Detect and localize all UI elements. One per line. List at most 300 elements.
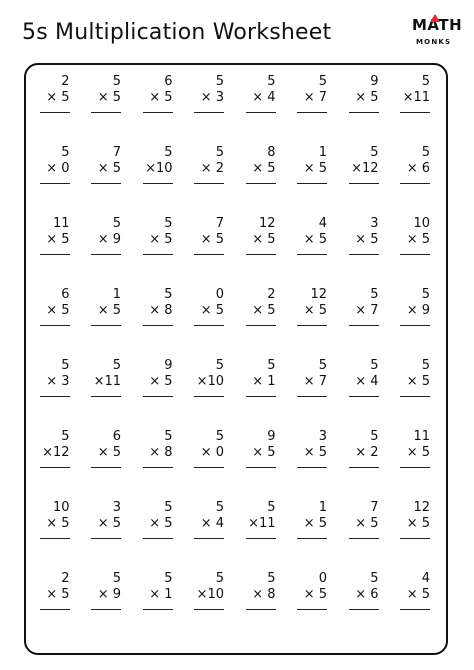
problem-multiplier: × 5 (355, 232, 379, 247)
problem-multiplier: × 2 (200, 161, 224, 176)
problem-top-number: 5 (215, 74, 224, 89)
problem-top-number: 5 (215, 358, 224, 373)
problem-cell (133, 496, 185, 567)
problem (188, 287, 224, 326)
answer-line (400, 538, 430, 539)
problem-multiplier: × 5 (46, 587, 70, 602)
problem-multiplier: × 8 (149, 303, 173, 318)
problem-top-number: 5 (215, 429, 224, 444)
problem (137, 358, 173, 397)
problem-cell (82, 354, 134, 425)
problem-cell (133, 70, 185, 141)
problem (291, 571, 327, 610)
problem-top-number: 2 (267, 287, 276, 302)
problem-top-number: 5 (61, 429, 70, 444)
problem-multiplier: ×11 (402, 90, 430, 105)
problem (85, 145, 121, 184)
problem-top-number: 5 (370, 429, 379, 444)
answer-line (40, 396, 70, 397)
problem-multiplier: × 4 (252, 90, 276, 105)
answer-line (40, 325, 70, 326)
problem-multiplier: × 5 (97, 161, 121, 176)
problem-cell (288, 141, 340, 212)
problem-cell (185, 70, 237, 141)
problem-top-number: 5 (61, 145, 70, 160)
answer-line (246, 183, 276, 184)
answer-line (246, 467, 276, 468)
problem-cell (339, 212, 391, 283)
problem-multiplier: × 5 (252, 232, 276, 247)
answer-line (40, 254, 70, 255)
problem-cell (185, 354, 237, 425)
problem-top-number: 6 (61, 287, 70, 302)
problem-top-number: 1 (318, 500, 327, 515)
problem-top-number: 1 (318, 145, 327, 160)
problem-multiplier: × 9 (406, 303, 430, 318)
problem-multiplier: × 8 (149, 445, 173, 460)
problem (85, 216, 121, 255)
problem-cell (133, 354, 185, 425)
answer-line (246, 396, 276, 397)
problem (137, 287, 173, 326)
problem-cell (82, 70, 134, 141)
problem-cell (30, 425, 82, 496)
problem-top-number: 5 (215, 500, 224, 515)
problem-cell (133, 567, 185, 638)
problem-multiplier: × 0 (200, 445, 224, 460)
problem-top-number: 5 (61, 358, 70, 373)
problem (240, 500, 276, 539)
problem-multiplier: ×12 (351, 161, 379, 176)
answer-line (297, 325, 327, 326)
problem-top-number: 5 (164, 145, 173, 160)
answer-line (40, 183, 70, 184)
problem-top-number: 5 (421, 358, 430, 373)
problem-cell (30, 354, 82, 425)
problem (85, 571, 121, 610)
answer-line (349, 183, 379, 184)
problem (188, 571, 224, 610)
problem-multiplier: × 5 (97, 516, 121, 531)
problem-top-number: 5 (164, 571, 173, 586)
problem-top-number: 5 (164, 429, 173, 444)
problem-top-number: 5 (318, 358, 327, 373)
problem-multiplier: ×10 (196, 374, 224, 389)
problem (343, 74, 379, 113)
problem (34, 216, 70, 255)
problem-multiplier: × 2 (355, 445, 379, 460)
problem-multiplier: × 0 (46, 161, 70, 176)
problem-multiplier: ×10 (196, 587, 224, 602)
problem-multiplier: ×11 (93, 374, 121, 389)
problem-multiplier: × 5 (149, 516, 173, 531)
problem (240, 358, 276, 397)
problem-multiplier: ×10 (145, 161, 173, 176)
problem-cell (82, 283, 134, 354)
problem (343, 571, 379, 610)
answer-line (143, 609, 173, 610)
problem-multiplier: × 1 (252, 374, 276, 389)
answer-line (194, 538, 224, 539)
answer-line (143, 467, 173, 468)
problem-multiplier: × 5 (303, 587, 327, 602)
problem (188, 500, 224, 539)
problem-multiplier: × 5 (303, 445, 327, 460)
problem-top-number: 5 (370, 571, 379, 586)
problem (85, 500, 121, 539)
problem-multiplier: × 5 (200, 232, 224, 247)
problem-top-number: 5 (421, 74, 430, 89)
logo-text-math: MATH (412, 16, 463, 34)
problem-cell (288, 283, 340, 354)
problem (85, 74, 121, 113)
problem (34, 74, 70, 113)
problem (343, 429, 379, 468)
answer-line (143, 538, 173, 539)
problem-cell (391, 212, 443, 283)
problem-top-number: 5 (112, 571, 121, 586)
problem-multiplier: × 8 (252, 587, 276, 602)
answer-line (349, 325, 379, 326)
problem-cell (185, 283, 237, 354)
answer-line (400, 467, 430, 468)
answer-line (194, 183, 224, 184)
problem-cell (391, 283, 443, 354)
problem (394, 287, 430, 326)
answer-line (246, 538, 276, 539)
answer-line (400, 254, 430, 255)
problem-cell (185, 496, 237, 567)
problem-cell (391, 496, 443, 567)
problem (85, 429, 121, 468)
answer-line (143, 183, 173, 184)
answer-line (297, 254, 327, 255)
problem (137, 216, 173, 255)
problem (240, 429, 276, 468)
answer-line (40, 112, 70, 113)
answer-line (91, 325, 121, 326)
problem-cell (185, 212, 237, 283)
problem-cell (236, 496, 288, 567)
problem (188, 145, 224, 184)
problem-cell (339, 496, 391, 567)
problem-cell (30, 567, 82, 638)
problem-top-number: 3 (318, 429, 327, 444)
problem-cell (30, 141, 82, 212)
problem-cell (339, 425, 391, 496)
problem-top-number: 3 (370, 216, 379, 231)
problem-multiplier: × 5 (97, 90, 121, 105)
problem-top-number: 12 (258, 216, 276, 231)
problem (188, 74, 224, 113)
problem-multiplier: × 5 (303, 161, 327, 176)
problem-top-number: 5 (215, 571, 224, 586)
problem (34, 429, 70, 468)
answer-line (400, 609, 430, 610)
problem-multiplier: × 5 (303, 232, 327, 247)
problem-cell (288, 70, 340, 141)
problem-top-number: 8 (267, 145, 276, 160)
problem-cell (185, 425, 237, 496)
answer-line (246, 254, 276, 255)
problem-multiplier: × 5 (406, 232, 430, 247)
problem-multiplier: × 5 (97, 303, 121, 318)
answer-line (91, 538, 121, 539)
problem (291, 500, 327, 539)
problem-top-number: 2 (61, 571, 70, 586)
problem-multiplier: × 5 (355, 90, 379, 105)
problem (394, 571, 430, 610)
problem-cell (82, 496, 134, 567)
problem (394, 145, 430, 184)
problem-top-number: 0 (215, 287, 224, 302)
problem-multiplier: ×12 (42, 445, 70, 460)
answer-line (194, 254, 224, 255)
problem-top-number: 5 (267, 74, 276, 89)
answer-line (143, 396, 173, 397)
problem (291, 74, 327, 113)
problem-top-number: 4 (318, 216, 327, 231)
answer-line (297, 467, 327, 468)
problem (240, 74, 276, 113)
problem-top-number: 5 (370, 145, 379, 160)
problem-cell (236, 425, 288, 496)
problem (137, 429, 173, 468)
problem-multiplier: × 5 (149, 90, 173, 105)
problem-multiplier: × 5 (46, 516, 70, 531)
problem (394, 74, 430, 113)
problem-top-number: 7 (215, 216, 224, 231)
problem-multiplier: × 7 (303, 90, 327, 105)
problem-cell (133, 141, 185, 212)
answer-line (400, 396, 430, 397)
problem (188, 429, 224, 468)
problem-multiplier: × 1 (149, 587, 173, 602)
problem (343, 145, 379, 184)
problem-top-number: 9 (164, 358, 173, 373)
problem (394, 358, 430, 397)
problem-multiplier: × 5 (252, 445, 276, 460)
problem (85, 287, 121, 326)
problem-multiplier: × 5 (149, 232, 173, 247)
answer-line (194, 325, 224, 326)
problem-top-number: 5 (215, 145, 224, 160)
answer-line (349, 254, 379, 255)
problem-multiplier: × 4 (200, 516, 224, 531)
problem (291, 287, 327, 326)
problem-multiplier: × 5 (406, 374, 430, 389)
problem-multiplier: × 3 (200, 90, 224, 105)
problem (343, 287, 379, 326)
problem-multiplier: × 5 (303, 516, 327, 531)
answer-line (349, 467, 379, 468)
problem-top-number: 7 (370, 500, 379, 515)
problem-cell (30, 70, 82, 141)
problem (240, 287, 276, 326)
problem (240, 571, 276, 610)
problem-multiplier: × 5 (303, 303, 327, 318)
problem-top-number: 5 (267, 358, 276, 373)
problem-cell (133, 425, 185, 496)
problem (188, 216, 224, 255)
problem-cell (288, 567, 340, 638)
problem (34, 145, 70, 184)
problem-cell (82, 567, 134, 638)
problem (188, 358, 224, 397)
problem-cell (82, 141, 134, 212)
problem (343, 216, 379, 255)
problem-top-number: 10 (52, 500, 70, 515)
problem-top-number: 5 (370, 287, 379, 302)
problem-cell (288, 354, 340, 425)
answer-line (297, 183, 327, 184)
problem-cell (339, 70, 391, 141)
problem-multiplier: × 5 (406, 445, 430, 460)
problem-top-number: 1 (112, 287, 121, 302)
logo-triangle-icon (430, 14, 440, 22)
problem-cell (288, 212, 340, 283)
answer-line (91, 183, 121, 184)
problem-multiplier: × 6 (406, 161, 430, 176)
problem-top-number: 4 (421, 571, 430, 586)
problem-cell (339, 283, 391, 354)
problem-top-number: 2 (61, 74, 70, 89)
problem (34, 358, 70, 397)
problem-top-number: 10 (413, 216, 430, 231)
problem-top-number: 0 (318, 571, 327, 586)
problem (291, 145, 327, 184)
problem (343, 500, 379, 539)
answer-line (194, 609, 224, 610)
answer-line (143, 254, 173, 255)
problem-cell (288, 496, 340, 567)
answer-line (400, 183, 430, 184)
problem (240, 145, 276, 184)
problem-cell (236, 70, 288, 141)
problem-top-number: 5 (112, 216, 121, 231)
problem-multiplier: × 5 (252, 303, 276, 318)
answer-line (91, 254, 121, 255)
problem-multiplier: × 3 (46, 374, 70, 389)
problem-multiplier: × 5 (252, 161, 276, 176)
answer-line (194, 112, 224, 113)
problem-multiplier: × 5 (46, 232, 70, 247)
problem-top-number: 3 (112, 500, 121, 515)
problem-cell (82, 212, 134, 283)
answer-line (91, 396, 121, 397)
problem-top-number: 5 (421, 145, 430, 160)
problem-cell (236, 283, 288, 354)
problem-top-number: 5 (318, 74, 327, 89)
problem-cell (391, 354, 443, 425)
problem (85, 358, 121, 397)
problem-cell (236, 354, 288, 425)
problem-cell (391, 425, 443, 496)
problem (34, 571, 70, 610)
worksheet-title: 5s Multiplication Worksheet (22, 20, 332, 45)
problem-cell (391, 141, 443, 212)
problem (291, 216, 327, 255)
problem (137, 145, 173, 184)
problem-cell (133, 283, 185, 354)
answer-line (297, 396, 327, 397)
answer-line (400, 112, 430, 113)
answer-line (246, 112, 276, 113)
answer-line (349, 538, 379, 539)
problem-multiplier: × 5 (355, 516, 379, 531)
problem-multiplier: × 9 (97, 232, 121, 247)
problem-top-number: 5 (112, 358, 121, 373)
problem-cell (30, 212, 82, 283)
problem (343, 358, 379, 397)
problem-top-number: 7 (112, 145, 121, 160)
problem (137, 571, 173, 610)
problem-cell (339, 354, 391, 425)
problem (240, 216, 276, 255)
problem-top-number: 5 (267, 571, 276, 586)
problem (291, 429, 327, 468)
answer-line (349, 609, 379, 610)
problem-top-number: 5 (164, 216, 173, 231)
problem-multiplier: × 7 (303, 374, 327, 389)
answer-line (91, 609, 121, 610)
problem-multiplier: × 5 (406, 587, 430, 602)
answer-line (246, 325, 276, 326)
problem-cell (339, 141, 391, 212)
problem-top-number: 6 (112, 429, 121, 444)
problem-top-number: 9 (267, 429, 276, 444)
problem-grid (30, 70, 442, 638)
answer-line (297, 538, 327, 539)
problem-top-number: 5 (370, 358, 379, 373)
problem-multiplier: × 5 (200, 303, 224, 318)
problem-cell (30, 283, 82, 354)
problem-cell (185, 141, 237, 212)
problem-cell (339, 567, 391, 638)
problem-top-number: 5 (421, 287, 430, 302)
answer-line (40, 467, 70, 468)
problem-cell (133, 212, 185, 283)
problem-top-number: 6 (164, 74, 173, 89)
answer-line (40, 538, 70, 539)
problem-multiplier: ×11 (248, 516, 276, 531)
problem (394, 216, 430, 255)
answer-line (40, 609, 70, 610)
answer-line (143, 325, 173, 326)
problem-cell (236, 212, 288, 283)
problem-multiplier: × 5 (97, 445, 121, 460)
answer-line (297, 609, 327, 610)
problem-cell (82, 425, 134, 496)
problem (137, 74, 173, 113)
problem-multiplier: × 5 (46, 90, 70, 105)
problem-top-number: 11 (413, 429, 430, 444)
answer-line (400, 325, 430, 326)
problem (137, 500, 173, 539)
answer-line (91, 467, 121, 468)
answer-line (194, 467, 224, 468)
problem-cell (236, 141, 288, 212)
answer-line (349, 396, 379, 397)
problem-multiplier: × 9 (97, 587, 121, 602)
problem-top-number: 12 (310, 287, 327, 302)
problem-multiplier: × 7 (355, 303, 379, 318)
problem-cell (288, 425, 340, 496)
answer-line (194, 396, 224, 397)
problem-cell (391, 567, 443, 638)
answer-line (349, 112, 379, 113)
problem-multiplier: × 5 (46, 303, 70, 318)
